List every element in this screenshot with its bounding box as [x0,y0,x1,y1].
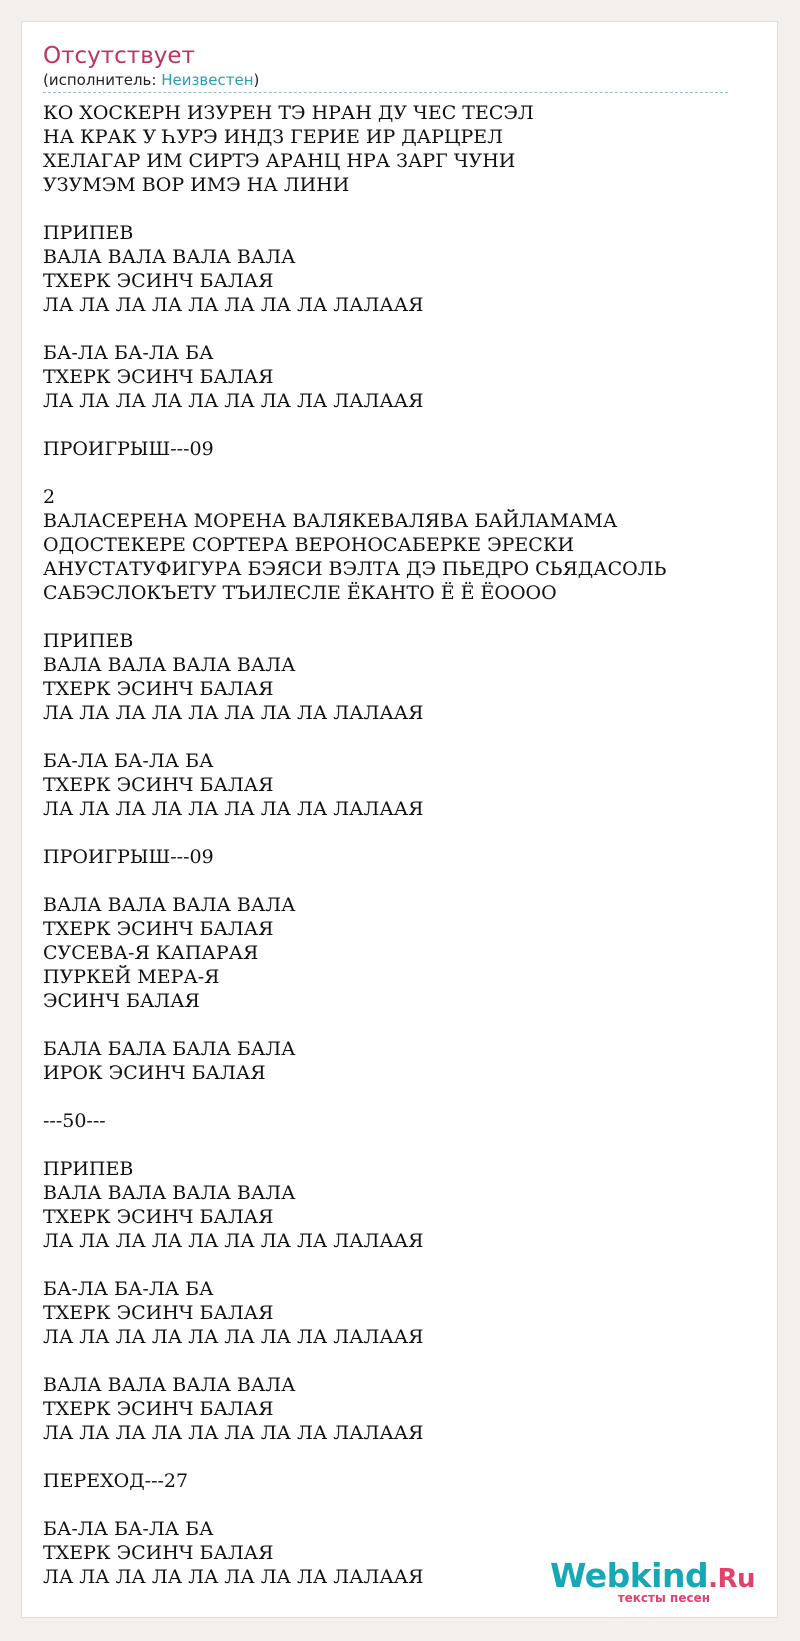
lyric-line: ТХЕРК ЭСИНЧ БАЛАЯ [43,678,274,700]
lyric-line [43,197,763,221]
lyric-line: ВАЛА ВАЛА ВАЛА ВАЛА [43,654,296,676]
lyric-line: ЛА ЛА ЛА ЛА ЛА ЛА ЛА ЛА ЛАЛААЯ [43,1326,424,1348]
lyric-line: БАЛА БАЛА БАЛА БАЛА [43,1038,296,1060]
lyric-line: ТХЕРК ЭСИНЧ БАЛАЯ [43,774,274,796]
lyric-line: ЛА ЛА ЛА ЛА ЛА ЛА ЛА ЛА ЛАЛААЯ [43,1422,424,1444]
lyric-line: ПРОИГРЫШ---09 [43,438,214,460]
lyric-line: ВАЛА ВАЛА ВАЛА ВАЛА [43,894,296,916]
lyric-line: ВАЛА ВАЛА ВАЛА ВАЛА [43,1182,296,1204]
lyric-line: ТХЕРК ЭСИНЧ БАЛАЯ [43,270,274,292]
lyric-line: 2 [43,486,56,508]
lyric-line [43,605,763,629]
performer-label: исполнитель: [48,71,162,89]
lyric-line: ЛА ЛА ЛА ЛА ЛА ЛА ЛА ЛА ЛАЛААЯ [43,702,424,724]
song-header [43,42,728,93]
lyric-line: ТХЕРК ЭСИНЧ БАЛАЯ [43,1206,274,1228]
lyric-line: ЛА ЛА ЛА ЛА ЛА ЛА ЛА ЛА ЛАЛААЯ [43,1566,424,1588]
lyric-line: ВАЛАСЕРЕНА МОРЕНА ВАЛЯКЕВАЛЯВА БАЙЛАМАМА [43,510,618,532]
lyric-line [43,1013,763,1037]
lyric-line [43,461,763,485]
lyric-line [43,725,763,749]
lyric-line: ПУРКЕЙ МЕРА-Я [43,966,220,988]
lyric-line: ПРОИГРЫШ---09 [43,846,214,868]
lyric-line: БА-ЛА БА-ЛА БА [43,1518,214,1540]
lyric-line [43,869,763,893]
lyric-line: САБЭСЛОКЪЕТУ ТЪИЛЕСЛЕ ЁКАНТО Ё Ё ЁОООО [43,582,557,604]
lyric-line [43,1349,763,1373]
lyric-line: ЭСИНЧ БАЛАЯ [43,990,200,1012]
lyric-line: ПРИПЕВ [43,1158,134,1180]
webkind-logo [550,1556,756,1605]
logo-brand: Webkind [550,1556,709,1595]
lyric-line [43,1445,763,1469]
lyric-line: ТХЕРК ЭСИНЧ БАЛАЯ [43,1398,274,1420]
lyric-line [43,1493,763,1517]
lyric-line [43,317,763,341]
lyric-line [43,821,763,845]
lyric-line: ВАЛА ВАЛА ВАЛА ВАЛА [43,246,296,268]
lyric-line: ЛА ЛА ЛА ЛА ЛА ЛА ЛА ЛА ЛАЛААЯ [43,798,424,820]
lyric-line: БА-ЛА БА-ЛА БА [43,750,214,772]
lyric-line: ВАЛА ВАЛА ВАЛА ВАЛА [43,1374,296,1396]
lyric-line [43,1253,763,1277]
lyric-line: СУСЕВА-Я КАПАРАЯ [43,942,259,964]
lyric-line: ПЕРЕХОД---27 [43,1470,189,1492]
performer-link[interactable]: Неизвестен [161,71,254,89]
lyric-line: ЛА ЛА ЛА ЛА ЛА ЛА ЛА ЛА ЛАЛААЯ [43,1230,424,1252]
performer-line: (исполнитель: Неизвестен) [43,70,728,93]
lyric-line: ТХЕРК ЭСИНЧ БАЛАЯ [43,918,274,940]
lyric-line: ТХЕРК ЭСИНЧ БАЛАЯ [43,1542,274,1564]
lyric-line: ---50--- [43,1110,106,1132]
lyric-line: НА КРАК У ҺУРЭ ИНДЗ ГЕРИЕ ИР ДАРЦРЕЛ [43,126,503,148]
lyric-line: ПРИПЕВ [43,630,134,652]
lyric-line: БА-ЛА БА-ЛА БА [43,1278,214,1300]
lyric-line [43,413,763,437]
lyric-line: ХЕЛАГАР ИМ СИРТЭ АРАНЦ НРА ЗАРГ ЧУНИ [43,150,516,172]
lyric-line [43,1133,763,1157]
lyric-line: УЗУМЭМ ВОР ИМЭ НА ЛИНИ [43,174,350,196]
lyrics-text [43,101,763,1589]
logo-tld: .Ru [708,1564,756,1594]
lyric-line: ЛА ЛА ЛА ЛА ЛА ЛА ЛА ЛА ЛАЛААЯ [43,390,424,412]
lyric-line: ЛА ЛА ЛА ЛА ЛА ЛА ЛА ЛА ЛАЛААЯ [43,294,424,316]
lyric-line: ИРОК ЭСИНЧ БАЛАЯ [43,1062,266,1084]
song-title: Отсутствует [43,43,195,69]
lyric-line: БА-ЛА БА-ЛА БА [43,342,214,364]
logo-tagline: тексты песен [617,1591,710,1605]
lyric-line: АНУСТАТУФИГУРА БЭЯСИ ВЭЛТА ДЭ ПЬЕДРО СЬЯДАСОЛЬ [43,558,667,580]
lyric-line: ПРИПЕВ [43,222,134,244]
lyrics-card [21,21,778,1618]
lyric-line: КО ХОСКЕРН ИЗУРЕН ТЭ НРАН ДУ ЧЕС ТЕСЭЛ [43,102,534,124]
lyric-line: ОДОСТЕКЕРЕ СОРТЕРА ВЕРОНОСАБЕРКЕ ЭРЕСКИ [43,534,575,556]
lyric-line: ТХЕРК ЭСИНЧ БАЛАЯ [43,1302,274,1324]
lyric-line [43,1085,763,1109]
lyric-line: ТХЕРК ЭСИНЧ БАЛАЯ [43,366,274,388]
